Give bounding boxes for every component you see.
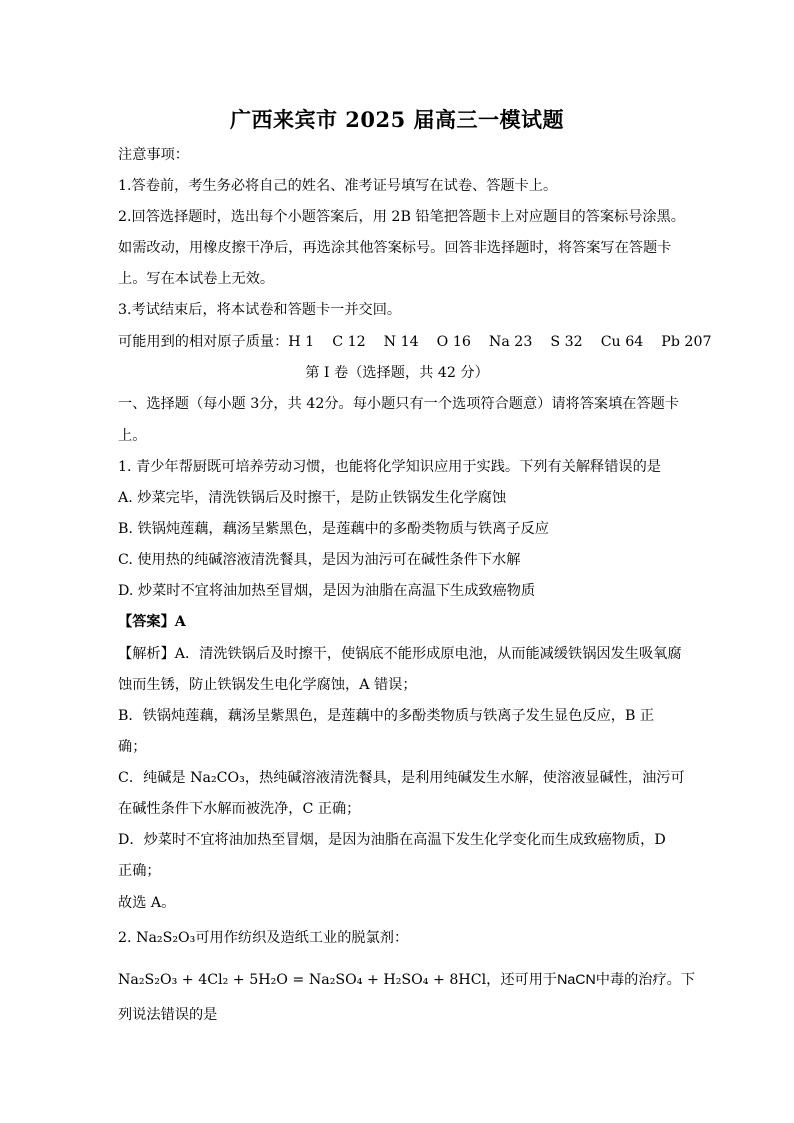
q1-conclusion: 故选 A。 [118, 895, 176, 911]
q2-stem-line-1 [118, 928, 678, 948]
q2-equation: Na₂S₂O₃ + 4Cl₂ + 5H₂O = Na₂SO₄ + H₂SO₄ + 8HCl [118, 972, 487, 988]
notice-item-2-line-1: 2.回答选择题时，选出每个小题答案后，用 2B 铅笔把答题卡上对应题目的答案标号涂黑。 [118, 209, 685, 225]
notice-item-3: 3.考试结束后，将本试卷和答题卡一并交回。 [118, 302, 402, 318]
q1-explanation-d-2: 正确； [118, 863, 161, 879]
q1-option-c: C. 使用热的纯碱溶液清洗餐具，是因为油污可在碱性条件下水解 [118, 552, 521, 568]
q2-stem-text-c: 中毒的治疗。下 [595, 972, 696, 988]
q1-answer: 【答案】A [118, 614, 186, 630]
q1-explanation-d-1: D．炒菜时不宜将油加热至冒烟，是因为油脂在高温下发生化学变化而生成致癌物质，D [118, 832, 666, 848]
part1-heading-line-1: 一、选择题（每小题 3分，共 42分。每小题只有一个选项符合题意）请将答案填在答题卡 [118, 396, 680, 412]
q1-explanation-c-1: C．纯碱是 Na₂CO₃，热纯碱溶液清洗餐具，是利用纯碱发生水解，使溶液显碱性，油污可 [118, 770, 685, 786]
q1-option-a: A. 炒菜完毕，清洗铁锅后及时擦干，是防止铁锅发生化学腐蚀 [118, 490, 507, 506]
page-title: 广西来宾市 2025 届高三一模试题 [229, 107, 565, 132]
q1-option-d: D. 炒菜时不宜将油加热至冒烟，是因为油脂在高温下生成致癌物质 [118, 583, 536, 599]
q1-stem: 1. 青少年帮厨既可培养劳动习惯，也能将化学知识应用于实践。下列有关解释错误的是 [118, 459, 661, 475]
q2-stem-text-b: ，还可用于 [486, 972, 558, 988]
q1-explanation-a-1: 【解析】A．清洗铁锅后及时擦干，使锅底不能形成原电池，从而能减缓铁锅因发生吸氧腐 [118, 646, 682, 662]
q1-explanation-b-2: 确； [118, 739, 147, 755]
notice-heading: 注意事项： [118, 147, 189, 163]
q2-number: 2. [118, 930, 132, 946]
notice-item-2-line-2: 如需改动，用橡皮擦干净后，再选涂其他答案标号。回答非选择题时，将答案写在答题卡 [118, 240, 672, 256]
q2-stem-text: 可用作纺织及造纸工业的脱氯剂： [195, 930, 409, 946]
q2-stem-line-2 [118, 970, 696, 990]
section-title: 第 I 卷（选择题，共 42 分） [305, 365, 489, 381]
q2-formula: Na₂S₂O₃ [136, 930, 196, 946]
notice-item-1: 1.答卷前，考生务必将自己的姓名、准考证号填写在试卷、答题卡上。 [118, 178, 558, 194]
notice-item-2-line-3: 上。写在本试卷上无效。 [118, 271, 275, 287]
q1-explanation-a-2: 蚀而生锈，防止铁锅发生电化学腐蚀，A 错误； [118, 677, 417, 693]
q1-explanation-c-2: 在碱性条件下水解而被洗净，C 正确； [118, 801, 361, 817]
q1-explanation-b-1: B．铁锅炖莲藕，藕汤呈紫黑色，是莲藕中的多酚类物质与铁离子发生显色反应，B 正 [118, 708, 655, 724]
q1-option-b: B. 铁锅炖莲藕，藕汤呈紫黑色，是莲藕中的多酚类物质与铁离子反应 [118, 521, 549, 537]
part1-heading-line-2: 上。 [118, 428, 147, 444]
atomic-masses: 可能用到的相对原子质量：H 1 C 12 N 14 O 16 Na 23 S 32 Cu 64 Pb 207 [118, 334, 712, 350]
q2-stem-line-3: 列说法错误的是 [118, 1007, 218, 1023]
q2-nacn: NaCN [557, 972, 596, 988]
